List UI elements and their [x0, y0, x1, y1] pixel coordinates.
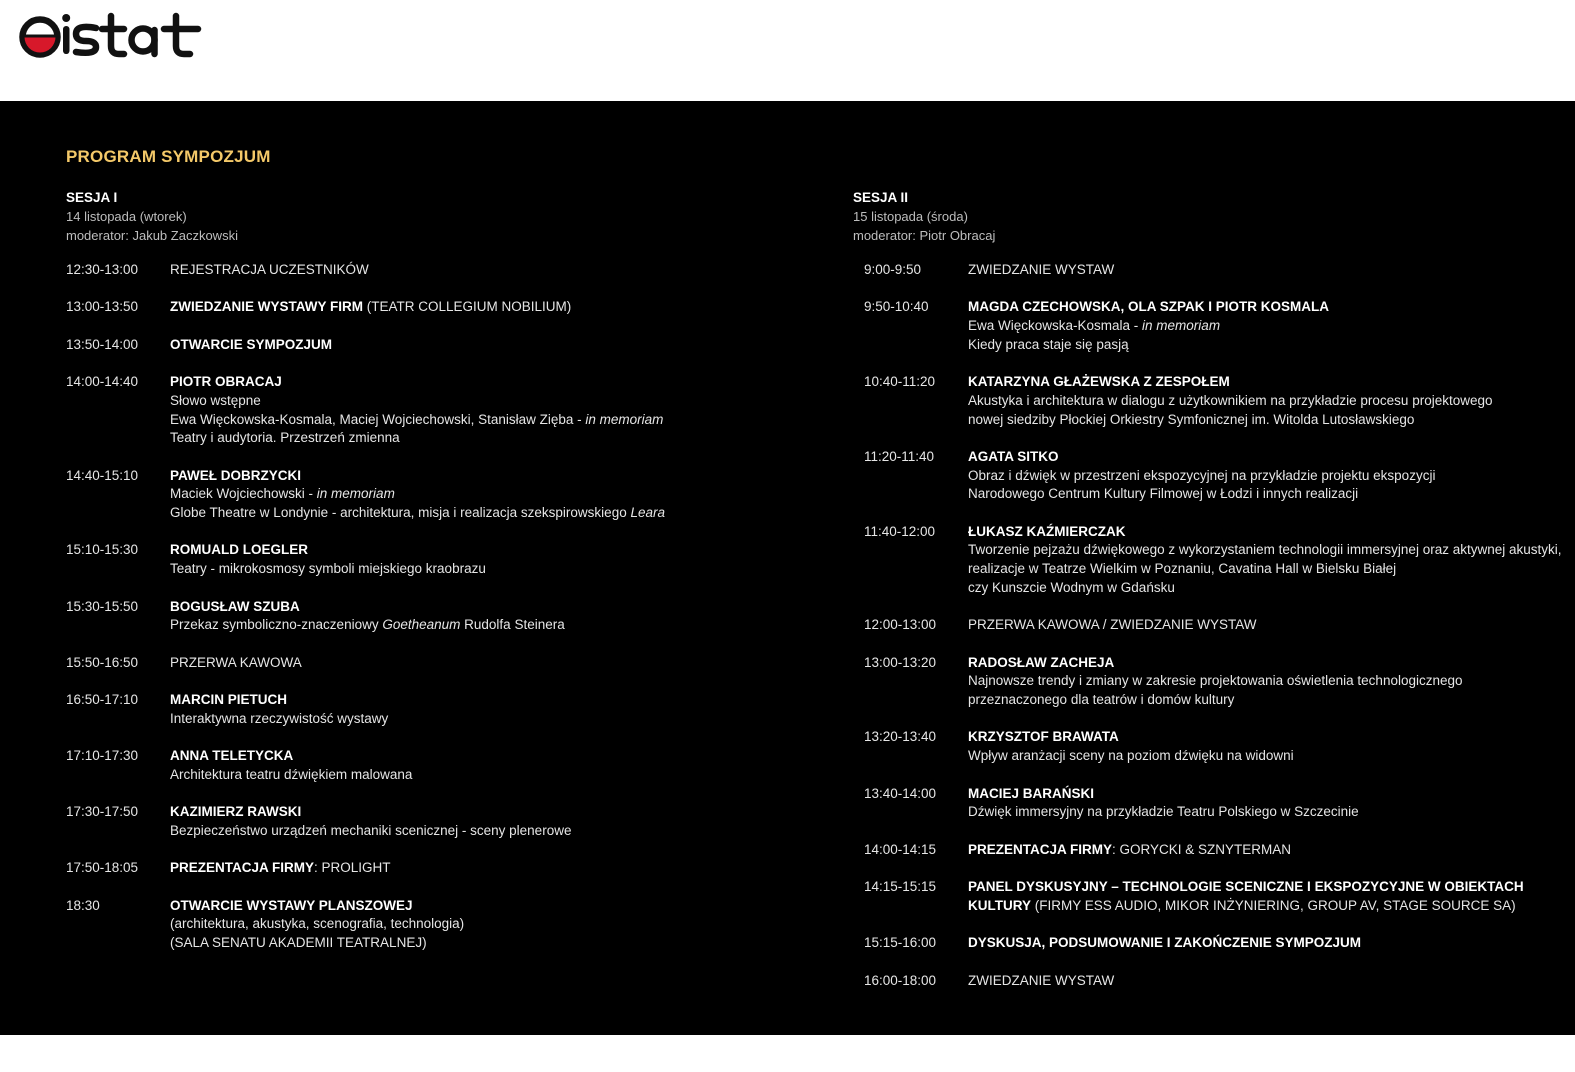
entry-title — [170, 298, 806, 317]
speaker-name: OTWARCIE SYMPOZJUM — [170, 336, 333, 352]
speaker-name: MACIEJ BARAŃSKI — [968, 785, 1095, 801]
session-2-column — [853, 188, 1569, 1009]
title-note: ZWIEDZANIE WYSTAW — [968, 262, 1115, 277]
schedule-row — [66, 654, 806, 673]
time-slot: 15:50-16:50 — [66, 654, 139, 670]
speaker-name: MARCIN PIETUCH — [170, 692, 287, 708]
title-note: (TEATR COLLEGIUM NOBILIUM) — [363, 299, 572, 315]
schedule-row — [853, 298, 1569, 354]
time-slot: 15:10-15:30 — [66, 542, 139, 558]
entry-title — [170, 598, 806, 617]
time-slot: 17:30-17:50 — [66, 804, 139, 820]
entry-text: Dźwięk immersyjny na przykładzie Teatru Polskiego w Szczecinie — [968, 804, 1359, 820]
schedule-row — [66, 691, 806, 728]
speaker-name: DYSKUSJA, PODSUMOWANIE I ZAKOŃCZENIE SYMPOZJUM — [968, 935, 1362, 951]
entry-line — [170, 485, 806, 504]
oistat-logo — [18, 8, 204, 66]
entry-line — [170, 710, 806, 729]
entry-line — [968, 747, 1569, 766]
entry-title — [170, 897, 806, 916]
entry-line — [968, 579, 1569, 598]
schedule-row — [853, 934, 1569, 953]
entry-line — [170, 934, 806, 953]
schedule-row — [66, 336, 806, 355]
entry-italic: Leara — [630, 505, 665, 521]
session-entry — [968, 654, 1569, 710]
speaker-name: KRZYSZTOF BRAWATA — [968, 729, 1119, 745]
entry-italic: in memoriam — [585, 411, 664, 427]
entry-title — [170, 336, 806, 355]
schedule-row — [853, 523, 1569, 598]
speaker-name: ŁUKASZ KAŹMIERCZAK — [968, 523, 1126, 539]
title-note: REJESTRACJA UCZESTNIKÓW — [170, 262, 369, 277]
speaker-name: OTWARCIE WYSTAWY PLANSZOWEJ — [170, 897, 413, 913]
entry-line — [968, 392, 1569, 411]
session-entry — [170, 691, 806, 728]
schedule-row — [66, 467, 806, 523]
speaker-name: MAGDA CZECHOWSKA, OLA SZPAK I PIOTR KOSMALA — [968, 299, 1329, 315]
time-slot: 13:00-13:50 — [66, 299, 139, 315]
session-entry — [968, 373, 1569, 429]
schedule-row — [66, 298, 806, 317]
entry-text: Obraz i dźwięk w przestrzeni ekspozycyjnej na przykładzie projektu ekspozycji — [968, 467, 1436, 483]
schedule-row — [853, 261, 1569, 280]
title-note: (FIRMY ESS AUDIO, MIKOR INŻYNIERING, GROUP AV, STAGE SOURCE SA) — [1031, 897, 1516, 913]
entry-line — [170, 392, 806, 411]
entry-title — [170, 373, 806, 392]
entry-title — [968, 654, 1569, 673]
speaker-name: KATARZYNA GŁAŻEWSKA Z ZESPOŁEM — [968, 374, 1230, 390]
speaker-name: RADOSŁAW ZACHEJA — [968, 654, 1115, 670]
time-slot: 17:10-17:30 — [66, 748, 139, 764]
time-slot: 14:15-15:15 — [864, 879, 937, 895]
entry-title — [968, 373, 1569, 392]
session-entry — [170, 261, 806, 280]
entry-text: Ewa Więckowska-Kosmala - — [968, 318, 1143, 334]
time-slot: 14:00-14:40 — [66, 374, 139, 390]
entry-line — [968, 691, 1569, 710]
entry-italic: in memoriam — [1142, 318, 1221, 334]
entry-line — [968, 317, 1569, 336]
entry-line — [170, 822, 806, 841]
entry-text: Maciek Wojciechowski - — [170, 486, 317, 502]
entry-text: Najnowsze trendy i zmiany w zakresie projektowania oświetlenia technologicznego — [968, 673, 1463, 689]
session-entry — [968, 785, 1569, 822]
session-2-moderator: moderator: Piotr Obracaj — [853, 228, 996, 243]
entry-title — [170, 654, 806, 673]
time-slot: 16:50-17:10 — [66, 692, 139, 708]
session-entry — [170, 859, 806, 878]
speaker-name: ZWIEDZANIE WYSTAWY FIRM — [170, 299, 363, 315]
session-1-date: 14 listopada (wtorek) — [66, 209, 187, 224]
entry-text: Teatry - mikrokosmosy symboli miejskiego kraobrazu — [170, 561, 486, 577]
entry-text: Tworzenie pejzażu dźwiękowego z wykorzystaniem technologii immersyjnej oraz aktywnej akustyki, — [968, 542, 1562, 558]
entry-line — [968, 672, 1569, 691]
session-entry — [968, 934, 1569, 953]
entry-title — [968, 616, 1569, 635]
title-note: ZWIEDZANIE WYSTAW — [968, 972, 1115, 988]
entry-line — [170, 915, 806, 934]
entry-text: Wpływ aranżacji sceny na poziom dźwięku na widowni — [968, 748, 1294, 764]
time-slot: 15:15-16:00 — [864, 935, 937, 951]
entry-title — [968, 841, 1569, 860]
entry-line — [170, 616, 806, 635]
session-2-header — [853, 188, 1569, 245]
session-entry — [170, 541, 806, 578]
entry-line — [170, 766, 806, 785]
entry-text: (architektura, akustyka, scenografia, technologia) — [170, 916, 465, 932]
entry-title — [170, 803, 806, 822]
time-slot: 10:40-11:20 — [864, 374, 936, 390]
time-slot: 17:50-18:05 — [66, 860, 139, 876]
entry-title — [170, 747, 806, 766]
time-slot: 14:40-15:10 — [66, 467, 139, 483]
schedule-row — [66, 598, 806, 635]
title-note: : PROLIGHT — [314, 860, 391, 876]
entry-title — [170, 541, 806, 560]
session-entry — [968, 448, 1569, 504]
entry-title — [968, 523, 1569, 542]
session-entry — [170, 298, 806, 317]
session-1-name: SESJA I — [66, 190, 118, 205]
speaker-name: AGATA SITKO — [968, 448, 1059, 464]
program-panel — [0, 101, 1575, 1035]
entry-line — [968, 560, 1569, 579]
entry-italic: in memoriam — [316, 486, 395, 502]
speaker-name: PREZENTACJA FIRMY — [968, 841, 1113, 857]
entry-title — [170, 261, 806, 280]
time-slot: 13:20-13:40 — [864, 729, 937, 745]
session-entry — [170, 747, 806, 784]
entry-title — [968, 785, 1569, 804]
session-entry — [968, 841, 1569, 860]
schedule-row — [853, 448, 1569, 504]
time-slot: 9:00-9:50 — [864, 262, 922, 277]
speaker-name: PIOTR OBRACAJ — [170, 374, 282, 390]
session-entry — [968, 298, 1569, 354]
entry-italic: Goetheanum — [382, 617, 461, 633]
time-slot: 14:00-14:15 — [864, 841, 937, 857]
session-1-moderator: moderator: Jakub Zaczkowski — [66, 228, 238, 243]
time-slot: 13:40-14:00 — [864, 785, 937, 801]
schedule-row — [66, 261, 806, 280]
session-entry — [170, 803, 806, 840]
time-slot: 9:50-10:40 — [864, 299, 929, 315]
session-entry — [968, 616, 1569, 635]
entry-title — [968, 298, 1569, 317]
session-2-date: 15 listopada (środa) — [853, 209, 968, 224]
speaker-name: PREZENTACJA FIRMY — [170, 860, 315, 876]
session-1-header — [66, 188, 806, 245]
page-footer — [0, 1035, 1575, 1072]
schedule-row — [853, 972, 1569, 991]
entry-line — [170, 504, 806, 523]
session-1-column — [66, 188, 806, 972]
entry-text: Słowo wstępne — [170, 392, 261, 408]
entry-text: przeznaczonego dla teatrów i domów kultury — [968, 692, 1235, 708]
speaker-name: PANEL DYSKUSYJNY – TECHNOLOGIE SCENICZNE I EKSPOZYCYJNE W OBIEKTACH KULTURY — [968, 879, 1524, 913]
session-entry — [170, 336, 806, 355]
schedule-row — [66, 541, 806, 578]
entry-title — [170, 691, 806, 710]
session-2-schedule — [853, 261, 1569, 990]
entry-text: Narodowego Centrum Kultury Filmowej w Łodzi i innych realizacji — [968, 486, 1359, 502]
time-slot: 13:50-14:00 — [66, 336, 139, 352]
session-entry — [170, 598, 806, 635]
schedule-row — [66, 373, 806, 448]
schedule-row — [853, 728, 1569, 765]
entry-text: (SALA SENATU AKADEMII TEATRALNEJ) — [170, 935, 427, 951]
session-entry — [968, 972, 1569, 991]
session-entry — [170, 897, 806, 953]
speaker-name: KAZIMIERZ RAWSKI — [170, 804, 302, 820]
session-entry — [968, 728, 1569, 765]
entry-text: nowej siedziby Płockiej Orkiestry Symfonicznej im. Witolda Lutosławskiego — [968, 411, 1415, 427]
entry-text: Interaktywna rzeczywistość wystawy — [170, 710, 389, 726]
entry-text-after: Rudolfa Steinera — [460, 617, 565, 633]
entry-line — [968, 467, 1569, 486]
entry-text: Przekaz symboliczno-znaczeniowy — [170, 617, 383, 633]
entry-title — [968, 728, 1569, 747]
page-header — [0, 0, 1575, 101]
entry-text: Architektura teatru dźwiękiem malowana — [170, 766, 413, 782]
session-2-name: SESJA II — [853, 190, 909, 205]
session-entry — [968, 878, 1569, 915]
time-slot: 11:20-11:40 — [864, 448, 935, 464]
entry-text: realizacje w Teatrze Wielkim w Poznaniu, Cavatina Hall w Bielsku Białej — [968, 561, 1397, 577]
entry-title — [968, 261, 1569, 280]
entry-line — [170, 429, 806, 448]
time-slot: 16:00-18:00 — [864, 972, 937, 988]
session-entry — [170, 373, 806, 448]
entry-title — [968, 972, 1569, 991]
entry-title — [968, 878, 1569, 915]
session-1-schedule — [66, 261, 806, 953]
session-entry — [968, 261, 1569, 280]
title-note: PRZERWA KAWOWA — [170, 654, 302, 670]
time-slot: 12:00-13:00 — [864, 617, 937, 633]
schedule-row — [853, 616, 1569, 635]
entry-text: czy Kunszcie Wodnym w Gdańsku — [968, 579, 1175, 595]
entry-text: Bezpieczeństwo urządzeń mechaniki scenicznej - sceny plenerowe — [170, 822, 572, 838]
schedule-row — [66, 897, 806, 953]
entry-text: Teatry i audytoria. Przestrzeń zmienna — [170, 430, 400, 446]
entry-line — [968, 541, 1569, 560]
speaker-name: ROMUALD LOEGLER — [170, 542, 308, 558]
time-slot: 11:40-12:00 — [864, 523, 936, 539]
entry-line — [968, 411, 1569, 430]
entry-line — [170, 560, 806, 579]
entry-text: Kiedy praca staje się pasją — [968, 336, 1129, 352]
title-note: PRZERWA KAWOWA / ZWIEDZANIE WYSTAW — [968, 617, 1257, 633]
entry-text: Globe Theatre w Londynie - architektura, misja i realizacja szekspirowskiego — [170, 505, 631, 521]
session-entry — [170, 467, 806, 523]
entry-text: Akustyka i architektura w dialogu z użytkownikiem na przykładzie procesu projektowego — [968, 392, 1493, 408]
entry-text: Ewa Więckowska-Kosmala, Maciej Wojciechowski, Stanisław Zięba - — [170, 411, 586, 427]
title-note: : GORYCKI & SZNYTERMAN — [1112, 841, 1292, 857]
entry-line — [968, 485, 1569, 504]
speaker-name: PAWEŁ DOBRZYCKI — [170, 467, 301, 483]
session-entry — [170, 654, 806, 673]
schedule-row — [853, 841, 1569, 860]
speaker-name: BOGUSŁAW SZUBA — [170, 598, 300, 614]
time-slot: 12:30-13:00 — [66, 262, 139, 277]
entry-line — [968, 336, 1569, 355]
entry-title — [968, 934, 1569, 953]
entry-title — [170, 859, 806, 878]
schedule-row — [853, 878, 1569, 915]
program-title: PROGRAM SYMPOZJUM — [66, 147, 271, 166]
session-entry — [968, 523, 1569, 598]
entry-line — [968, 803, 1569, 822]
schedule-row — [66, 859, 806, 878]
time-slot: 13:00-13:20 — [864, 654, 937, 670]
entry-title — [968, 448, 1569, 467]
entry-title — [170, 467, 806, 486]
time-slot: 15:30-15:50 — [66, 598, 139, 614]
schedule-row — [66, 747, 806, 784]
time-slot: 18:30 — [66, 897, 100, 913]
schedule-row — [853, 785, 1569, 822]
schedule-row — [66, 803, 806, 840]
schedule-row — [853, 654, 1569, 710]
entry-line — [170, 411, 806, 430]
schedule-row — [853, 373, 1569, 429]
speaker-name: ANNA TELETYCKA — [170, 748, 294, 764]
